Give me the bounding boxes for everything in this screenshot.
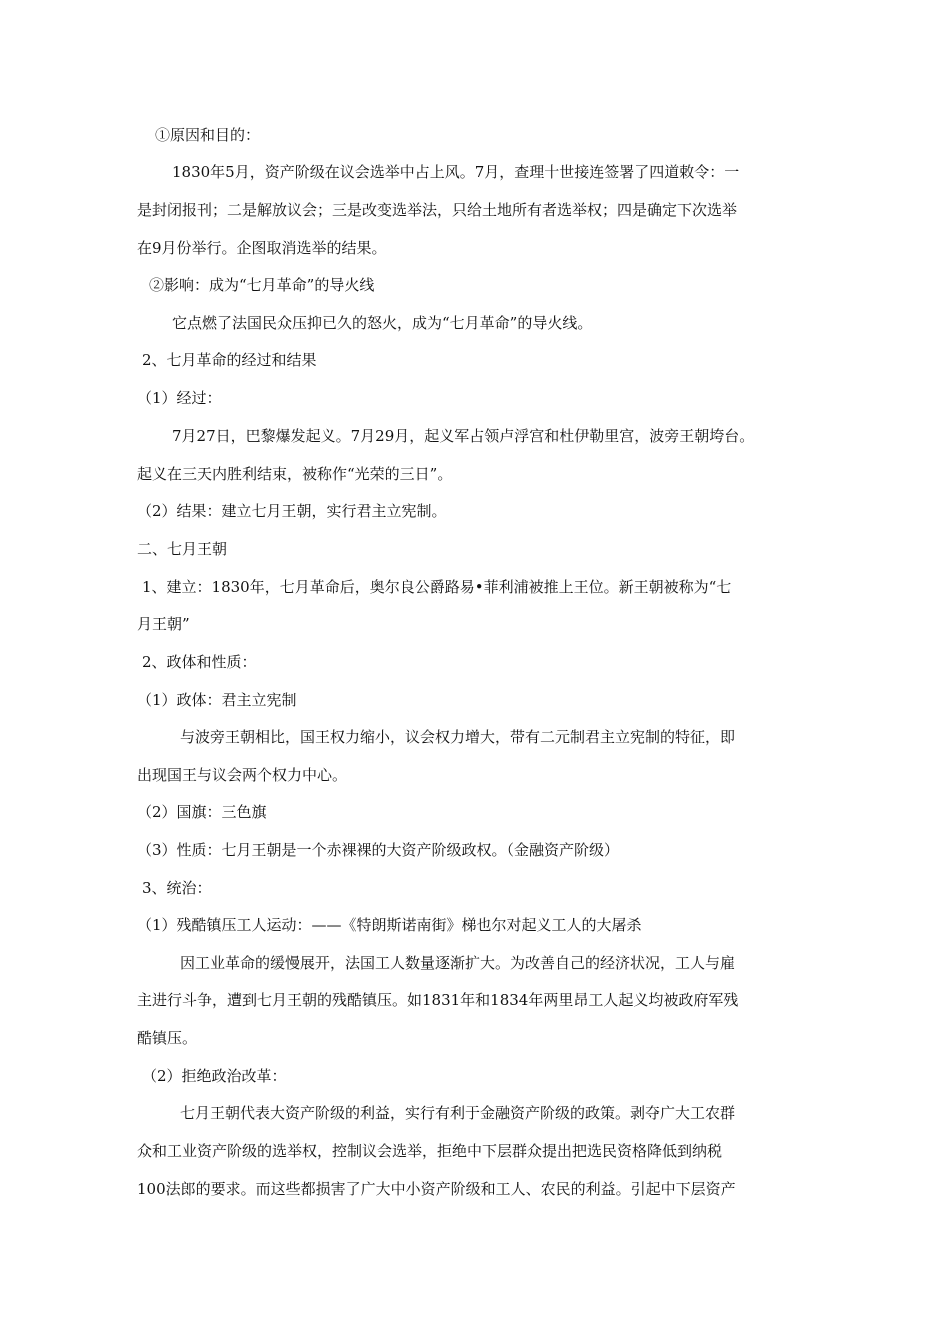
section-heading: 3、统治： bbox=[142, 879, 212, 897]
text-line: 7月27日，巴黎爆发起义。7月29月，起义军占领卢浮宫和杜伊勒里宫，波旁王朝垮台。 bbox=[172, 427, 755, 445]
text-line: （1）残酷镇压工人运动：——《特朗斯诺南街》梯也尔对起义工人的大屠杀 bbox=[137, 916, 642, 934]
text-line: （2）结果：建立七月王朝，实行君主立宪制。 bbox=[137, 502, 447, 520]
text-line: （1）政体：君主立宪制 bbox=[137, 691, 297, 709]
text-line: 100法郎的要求。而这些都损害了广大中小资产阶级和工人、农民的利益。引起中下层资产 bbox=[137, 1180, 736, 1198]
section-heading: 2、七月革命的经过和结果 bbox=[142, 351, 317, 369]
text-line: 它点燃了法国民众压抑已久的怒火，成为“七月革命”的导火线。 bbox=[172, 314, 593, 332]
text-line: 七月王朝代表大资产阶级的利益，实行有利于金融资产阶级的政策。剥夺广大工农群 bbox=[180, 1104, 736, 1122]
section-heading: 2、政体和性质： bbox=[142, 653, 257, 671]
text-line: （1）经过： bbox=[137, 389, 222, 407]
text-line: （2）国旗：三色旗 bbox=[137, 803, 267, 821]
text-line: 在9月份举行。企图取消选举的结果。 bbox=[137, 239, 387, 257]
text-line: ②影响：成为“七月革命”的导火线 bbox=[149, 276, 375, 294]
text-line: 与波旁王朝相比，国王权力缩小，议会权力增大，带有二元制君主立宪制的特征，即 bbox=[180, 728, 736, 746]
text-line: 酷镇压。 bbox=[137, 1029, 198, 1047]
text-line: 主进行斗争，遭到七月王朝的残酷镇压。如1831年和1834年两里昂工人起义均被政府军残 bbox=[137, 991, 739, 1009]
text-line: 起义在三天内胜利结束，被称作“光荣的三日”。 bbox=[137, 465, 453, 483]
text-line: 众和工业资产阶级的选举权，控制议会选举，拒绝中下层群众提出把选民资格降低到纳税 bbox=[137, 1142, 723, 1160]
text-line: 因工业革命的缓慢展开，法国工人数量逐渐扩大。为改善自己的经济状况，工人与雇 bbox=[180, 954, 736, 972]
text-line: 月王朝” bbox=[137, 615, 190, 633]
text-line: 1、建立：1830年，七月革命后，奥尔良公爵路易•菲利浦被推上王位。新王朝被称为“七 bbox=[142, 578, 732, 596]
text-line: （3）性质：七月王朝是一个赤裸裸的大资产阶级政权。（金融资产阶级） bbox=[137, 841, 620, 859]
text-line: 出现国王与议会两个权力中心。 bbox=[137, 766, 348, 784]
text-line: 是封闭报刊；二是解放议会；三是改变选举法，只给土地所有者选举权；四是确定下次选举 bbox=[137, 201, 738, 219]
section-heading: 二、七月王朝 bbox=[137, 540, 228, 558]
text-line: （2）拒绝政治改革： bbox=[142, 1067, 287, 1085]
text-line: 1830年5月，资产阶级在议会选举中占上风。7月，查理十世接连签署了四道敕令：一 bbox=[172, 163, 740, 181]
text-line: ①原因和目的： bbox=[155, 126, 261, 144]
